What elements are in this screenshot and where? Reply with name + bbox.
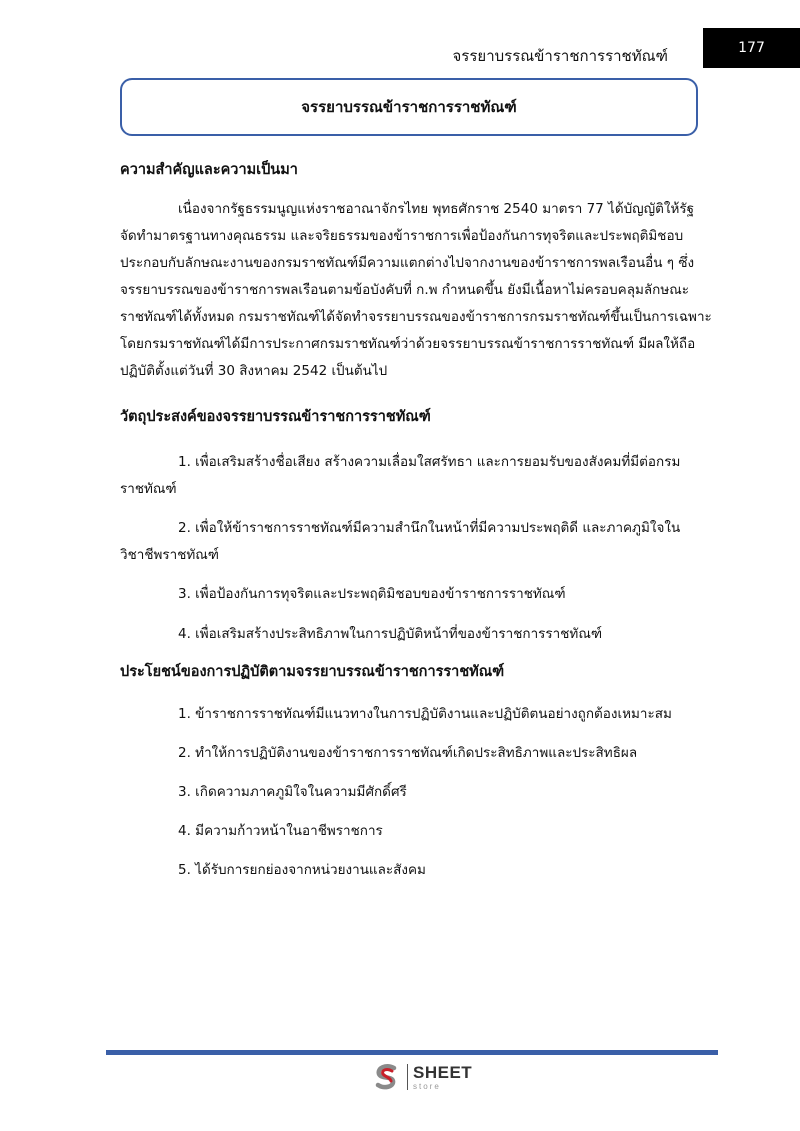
- benefit-item-3: 3. เกิดความภาคภูมิใจในความมีศักดิ์ศรี: [178, 784, 407, 800]
- logo-separator: [407, 1064, 408, 1090]
- objective-item-3: 3. เพื่อป้องกันการทุจริตและประพฤติมิชอบของข้าราชการราชทัณฑ์: [178, 586, 566, 602]
- heading-objectives: วัตถุประสงค์ของจรรยาบรรณข้าราชการราชทัณฑ์: [120, 409, 431, 425]
- title-box: [120, 78, 698, 136]
- benefit-item-5: 5. ได้รับการยกย่องจากหน่วยงานและสังคม: [178, 862, 426, 878]
- objective-item-2-cont: วิชาชีพราชทัณฑ์: [120, 547, 220, 563]
- logo-main-text: SHEET: [413, 1062, 473, 1082]
- footer-divider: [106, 1050, 718, 1055]
- objective-item-1: 1. เพื่อเสริมสร้างชื่อเสียง สร้างความเลื่อมใสศรัทธา และการยอมรับของสังคมที่มีต่อกรม: [178, 454, 681, 470]
- s-swirl-logo-icon: [372, 1062, 402, 1092]
- benefit-item-2: 2. ทำให้การปฏิบัติงานของข้าราชการราชทัณฑ์เกิดประสิทธิภาพและประสิทธิผล: [178, 745, 638, 761]
- objective-item-2: 2. เพื่อให้ข้าราชการราชทัณฑ์มีความสำนึกในหน้าที่มีความประพฤติดี และภาคภูมิใจใน: [178, 520, 681, 536]
- benefit-item-4: 4. มีความก้าวหน้าในอาชีพราชการ: [178, 823, 383, 839]
- paragraph-line: จัดทำมาตรฐานทางคุณธรรม และจริยธรรมของข้าราชการเพื่อป้องกันการทุจริตและประพฤติมิชอบ: [120, 228, 684, 244]
- paragraph-line: เนื่องจากรัฐธรรมนูญแห่งราชอาณาจักรไทย พุทธศักราช 2540 มาตรา 77 ได้บัญญัติให้รัฐ: [178, 201, 695, 217]
- paragraph-line: ราชทัณฑ์ได้ทั้งหมด กรมราชทัณฑ์ได้จัดทำจรรยาบรรณของข้าราชการกรมราชทัณฑ์ขึ้นเป็นการเฉพาะ: [120, 309, 712, 325]
- background-paragraph: [120, 196, 712, 385]
- sheet-store-logo: [372, 1062, 472, 1092]
- objective-item-1-cont: ราชทัณฑ์: [120, 481, 177, 497]
- paragraph-line: จรรยาบรรณของข้าราชการพลเรือนตามข้อบังคับที่ ก.พ กำหนดขึ้น ยังมีเนื้อหาไม่ครอบคลุมลักษณะ: [120, 282, 689, 298]
- logo-sub-text: store: [413, 1081, 441, 1091]
- objective-item-4: 4. เพื่อเสริมสร้างประสิทธิภาพในการปฏิบัติหน้าที่ของข้าราชการราชทัณฑ์: [178, 626, 603, 642]
- heading-background: ความสำคัญและความเป็นมา: [120, 162, 298, 178]
- logo-text: [413, 1064, 472, 1091]
- heading-benefits: ประโยชน์ของการปฏิบัติตามจรรยาบรรณข้าราชการราชทัณฑ์: [120, 664, 505, 680]
- paragraph-line: โดยกรมราชทัณฑ์ได้มีการประกาศกรมราชทัณฑ์ว่าด้วยจรรยาบรรณข้าราชการราชทัณฑ์ มีผลให้ถือ: [120, 336, 696, 352]
- document-title: จรรยาบรรณข้าราชการราชทัณฑ์: [301, 98, 517, 116]
- paragraph-line: ประกอบกับลักษณะงานของกรมราชทัณฑ์มีความแตกต่างไปจากงานของข้าราชการพลเรือนอื่น ๆ ซึ่ง: [120, 255, 695, 271]
- running-header-title: จรรยาบรรณข้าราชการราชทัณฑ์: [452, 47, 668, 65]
- benefit-item-1: 1. ข้าราชการราชทัณฑ์มีแนวทางในการปฏิบัติงานและปฏิบัติตนอย่างถูกต้องเหมาะสม: [178, 706, 672, 722]
- page-number: 177: [703, 28, 800, 68]
- paragraph-line: ปฏิบัติตั้งแต่วันที่ 30 สิงหาคม 2542 เป็นต้นไป: [120, 363, 388, 379]
